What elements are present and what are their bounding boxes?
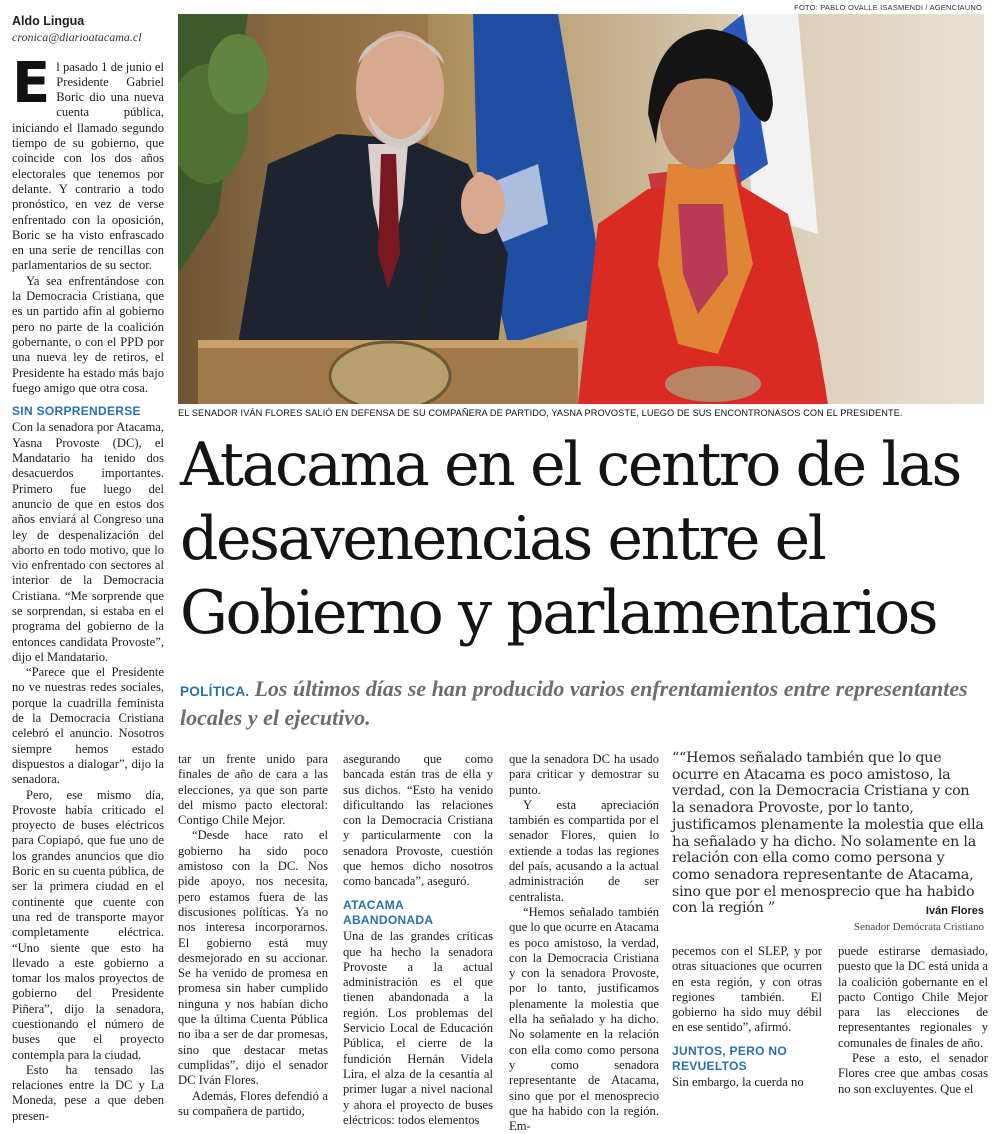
left-column — [12, 14, 164, 1124]
subheading-sin-sorprenderse: SIN SORPRENDERSE — [12, 404, 141, 419]
body-column-3 — [343, 752, 493, 1128]
paragraph: Con la senadora por Atacama, Yasna Provoste (DC), el Mandatario ha tenido dos desacuerdos importantes. Primero fue luego del anuncio de que en estos dos años enviará al Congreso una ley de despenalización del aborto en todo motivo, que lo vio enfrentado con sectores al interior de la Democracia Cristiana. “Me sorprende que se sorprendan, si estaba en el programa del gobierno de la entonces candidata Provoste”, dijo el Mandatario. — [12, 420, 164, 664]
author-name: Aldo Lingua — [12, 14, 85, 28]
drop-cap: E — [12, 50, 51, 116]
paragraph: puede estirarse demasiado, puesto que la DC está unida a la coalición gobernante en el pacto Contigo Chile Mejor para las elecciones de representantes regionales y comunales de finales de año. — [838, 944, 988, 1050]
headline-line-2: desavenencias entre el — [180, 504, 825, 574]
paragraph: tar un frente unido para finales de año de cara a las elecciones, ya que son parte del mismo pacto electoral: Contigo Chile Mejor. — [178, 752, 328, 828]
paragraph: Pero, ese mismo día, Provoste había criticado el proyecto de buses eléctricos para Copiapó, que fue uno de los grandes anuncios que dio Boric en su cuenta pública, de ser la primera ciudad en el continente que cuente con una red de transporte mayor completamente eléctrica. “Uno siente que esto ha llevado a este gobierno a tomar los malos proyectos de gobierno del Presidente Piñera”, dijo la senadora, cuestionando el número de buses que el proyecto contempla para la ciudad. — [12, 787, 164, 1062]
news-photo — [178, 14, 984, 404]
headline-line-1: Atacama en el centro de las — [180, 430, 960, 500]
quote-role: Senador Demócrata Cristiano — [853, 921, 984, 933]
paragraph: Pese a esto, el senador Flores cree que ambas cosas no son excluyentes. Que el — [838, 1051, 988, 1096]
deck — [180, 676, 970, 731]
body-column-4 — [509, 752, 659, 1134]
paragraph: pecemos con el SLEP, y por otras situaciones que ocurren en esta región, y con otras regiones también. El gobierno ha sido muy débil en ese sentido”, afirmó. — [672, 944, 822, 1035]
headline-line-3: Gobierno y parlamentarios — [180, 578, 937, 648]
paragraph: “Parece que el Presidente no ve nuestras redes sociales, porque la cuadrilla feminista de la Democracia Cristiana celebró el anuncio. Nosotros siempre hemos estado dispuestos a dialogar”, dijo la senadora. — [12, 665, 164, 787]
pull-quote: ““Hemos señalado también que lo que ocurre en Atacama es poco amistoso, la verdad, con la Democracia Cristiana y con la senadora Provoste, por lo tanto, justificamos plenamente la molestia que ella ha señalado y ha dicho. No solamente en la relación con ella como como persona y como senadora representante de Atacama, sino que por el menosprecio que ha habido con la región ” — [672, 750, 984, 917]
body-column-6 — [838, 944, 988, 1097]
paragraph: Una de las grandes críticas que ha hecho la senadora Provoste a la actual administración es el que tienen abandonada a la región. Los problemas del Servicio Local de Educación Pública, el cierre de la fundición Hernán Videla Lira, el alza de la cesantía al primer lugar a nivel nacional y ahora el proyecto de buses eléctricos: todos elementos — [343, 929, 493, 1127]
photo-caption: EL SENADOR IVÁN FLORES SALIÓ EN DEFENSA DE SU COMPAÑERA DE PARTIDO, YASNA PROVOSTE, LUEGO DE SUS ENCONTRONASOS CON EL PRESIDENTE. — [178, 408, 903, 418]
body-column-5 — [672, 944, 822, 1091]
paragraph: Esto ha tensado las relaciones entre la DC y La Moneda, pese a que deben presen- — [12, 1062, 164, 1123]
paragraph: “Desde hace rato el gobierno ha sido poco amistoso con la DC. Nos pide apoyo, nos necesita, pero estamos fuera de las discusiones políticas. Ya no nos interesa incorporarnos. El gobierno está muy desmejorado en su accionar. Se ha venido de promesa en promesa sin haber cumplido ninguna y nos habían dicho que la última Cuenta Pública no iba a ser de dar promesas, sino que destacar metas cumplidas”, dijo el senador DC Iván Flores. — [178, 828, 328, 1088]
paragraph: Y esta apreciación también es compartida por el senador Flores, quien lo extiende a todas las regiones del país, acusando a la actual administración de ser centralista. — [509, 797, 659, 904]
deck-text: Los últimos días se han producido varios enfrentamientos entre representantes locales y el ejecutivo. — [180, 676, 968, 730]
photo-illustration — [178, 14, 984, 404]
paragraph: asegurando que como bancada están tras de ella y sus dichos. “Esto ha venido dificultando las relaciones con la Democracia Cristiana y particularmente con la senadora Provoste, cuestión que hemos dicho nosotros como bancada”, aseguró. — [343, 752, 493, 889]
paragraph: que la senadora DC ha usado para criticar y demostrar su punto. — [509, 752, 659, 797]
paragraph: Además, Flores defendió a su compañera de partido, — [178, 1088, 328, 1118]
section-label: POLÍTICA. — [180, 684, 250, 699]
headline — [180, 428, 985, 650]
photo-credit: FOTO: PABLO OVALLE ISASMENDI / AGENCIAUNO — [794, 3, 982, 12]
paragraph: “Hemos señalado también que lo que ocurre en Atacama es poco amistoso, la verdad, con la Democracia Cristiana y con la senadora Provoste, por lo tanto, justificamos plenamente la molestia que ella ha señalado y ha dicho. No solamente en la relación con ella como como persona y como senadora representante de Atacama, sino que por el menosprecio que ha habido con la región. Em- — [509, 904, 660, 1134]
lead-paragraph: El pasado 1 de junio el Presidente Gabriel Boric dio una nueva cuenta pública, iniciando el llamado segundo tiempo de su gobierno, que coincide con los dos años electorales que tenemos por delante. Y contrario a todo pronóstico, en vez de verse enfrentado con la oposición, Boric se ha visto enfrascado en una serie de rencillas con parlamentarios de su sector. — [12, 50, 164, 273]
author-email: cronica@diarioatacama.cl — [12, 30, 142, 45]
paragraph: Sin embargo, la cuerda no — [672, 1075, 804, 1090]
subheading-atacama-abandonada: ATACAMA ABANDONADA — [343, 897, 434, 927]
subheading-juntos-pero-no-revueltos: JUNTOS, PERO NO REVUELTOS — [672, 1043, 787, 1074]
body-column-2 — [178, 752, 328, 1119]
paragraph: Ya sea enfrentándose con la Democracia Cristiana, que es un partido afín al gobierno pero no parte de la coalición gobernante, o con el PPD por una nueva ley de retiros, el Presidente ha estado más bajo fuego amigo que otra cosa. — [12, 273, 164, 395]
quote-author: Iván Flores — [925, 905, 984, 917]
